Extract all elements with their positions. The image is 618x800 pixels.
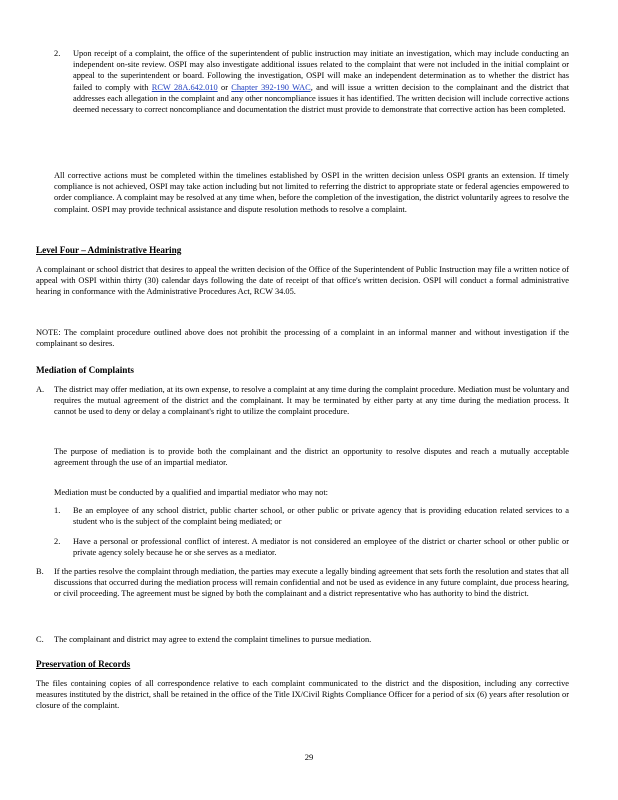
item2-text-a: Upon receipt of a complaint, the office of the superintendent of public instruction may initiate an investigation, which may include conducting an independent on-site review. OSPI may also investigate additional issues related to the complaint that were not included in the initial complaint or appeal to the superintendent or board. Following the investigation, OSPI will make an independent determination as to whether the district has failed to comply with bbox=[73, 49, 569, 92]
records-heading: Preservation of Records bbox=[36, 659, 131, 669]
mediation-c-paragraph: The complainant and district may agree to extend the complaint timelines to pursue mediation. bbox=[54, 635, 372, 644]
item2-text-c: , and will issue a written decision to the complainant and the district that addresses each allegation in the complaint and any other noncompliance issues it has identified. The written decision will include corrective actions deemed necessary to correct noncompliance and documentation the district must provide to demonstrate that corrective action has been completed. bbox=[73, 82, 570, 115]
item2-text-b: or bbox=[221, 82, 228, 92]
sub-item-2-text: Have a personal or professional conflict of interest. A mediator is not considered an employee of the district or charter school or other public or private agency solely because he or she serves as a mediator. bbox=[73, 537, 569, 558]
level-four-paragraph: A complainant or school district that desires to appeal the written decision of the Office of the Superintendent of Public Instruction may file a written notice of appeal with OSPI within thirty (30) calendar days following the date of receipt of that office's written decision. OSPI will conduct a formal administrative hearing in conformance with the Administrative Procedures Act, RCW 34.05. bbox=[36, 265, 569, 297]
wac-link[interactable]: Chapter 392-190 WAC bbox=[231, 82, 311, 92]
mediation-a-paragraph-1: The district may offer mediation, at its own expense, to resolve a complaint at any time during the complaint procedure. Mediation must be voluntary and requires the mutual agreement of the district and the complainant. It may be terminated by either party at any time during the mediation process. It cannot be used to deny or delay a complainant's right to utilize the complaint procedure. bbox=[54, 385, 570, 417]
rcw-link[interactable]: RCW 28A.642.010 bbox=[151, 82, 218, 92]
sub-item-1-label: 1. bbox=[54, 506, 61, 515]
item-number: 2. bbox=[54, 49, 61, 58]
mediation-b-paragraph: If the parties resolve the complaint through mediation, the parties may execute a legally binding agreement that sets forth the resolution and states that all discussions that occurred during the mediation process will remain confidential and not be used as evidence in any future complaint, due process hearing, or civil proceeding. The agreement must be signed by both the complainant and a district representative who has authority to bind the district. bbox=[54, 567, 569, 599]
mediation-a-paragraph-2: The purpose of mediation is to provide both the complainant and the district an opportunity to resolve disputes and reach a mutually acceptable agreement through the use of an impartial mediator. bbox=[54, 447, 569, 468]
section-b-label: B. bbox=[36, 567, 44, 576]
corrective-actions-paragraph: All corrective actions must be completed within the timelines established by OSPI in the written decision unless OSPI grants an extension. If timely compliance is not achieved, OSPI may take action including but not limited to referring the district to appropriate state or federal agencies empowered to order compliance. A complaint may be resolved at any time when, before the completion of the investigation, the district voluntarily agrees to resolve the complaint. OSPI may provide technical assistance and dispute resolution methods to resolve a complaint. bbox=[54, 171, 569, 214]
section-c-label: C. bbox=[36, 635, 44, 644]
item2-paragraph bbox=[73, 48, 569, 115]
level-four-heading: Level Four – Administrative Hearing bbox=[36, 245, 182, 255]
page-number: 29 bbox=[304, 752, 314, 762]
records-paragraph: The files containing copies of all correspondence relative to each complaint communicated to the district and the disposition, including any corrective measures instituted by the district, shall be retained in the office of the Title IX/Civil Rights Compliance Officer for a period of six (6) years after resolution or closure of the complaint. bbox=[36, 679, 569, 711]
sub-item-2-label: 2. bbox=[54, 537, 61, 546]
sub-item-1-text: Be an employee of any school district, public charter school, or other public or private agency that is providing education related services to a student who is the subject of the complaint being mediated; or bbox=[73, 506, 569, 527]
note-paragraph: NOTE: The complaint procedure outlined above does not prohibit the processing of a complaint in an informal manner and without investigation if the complainant so desires. bbox=[36, 328, 569, 349]
section-a-label: A. bbox=[36, 385, 45, 394]
mediation-heading: Mediation of Complaints bbox=[36, 365, 135, 375]
mediation-a-paragraph-3: Mediation must be conducted by a qualified and impartial mediator who may not: bbox=[54, 488, 328, 497]
